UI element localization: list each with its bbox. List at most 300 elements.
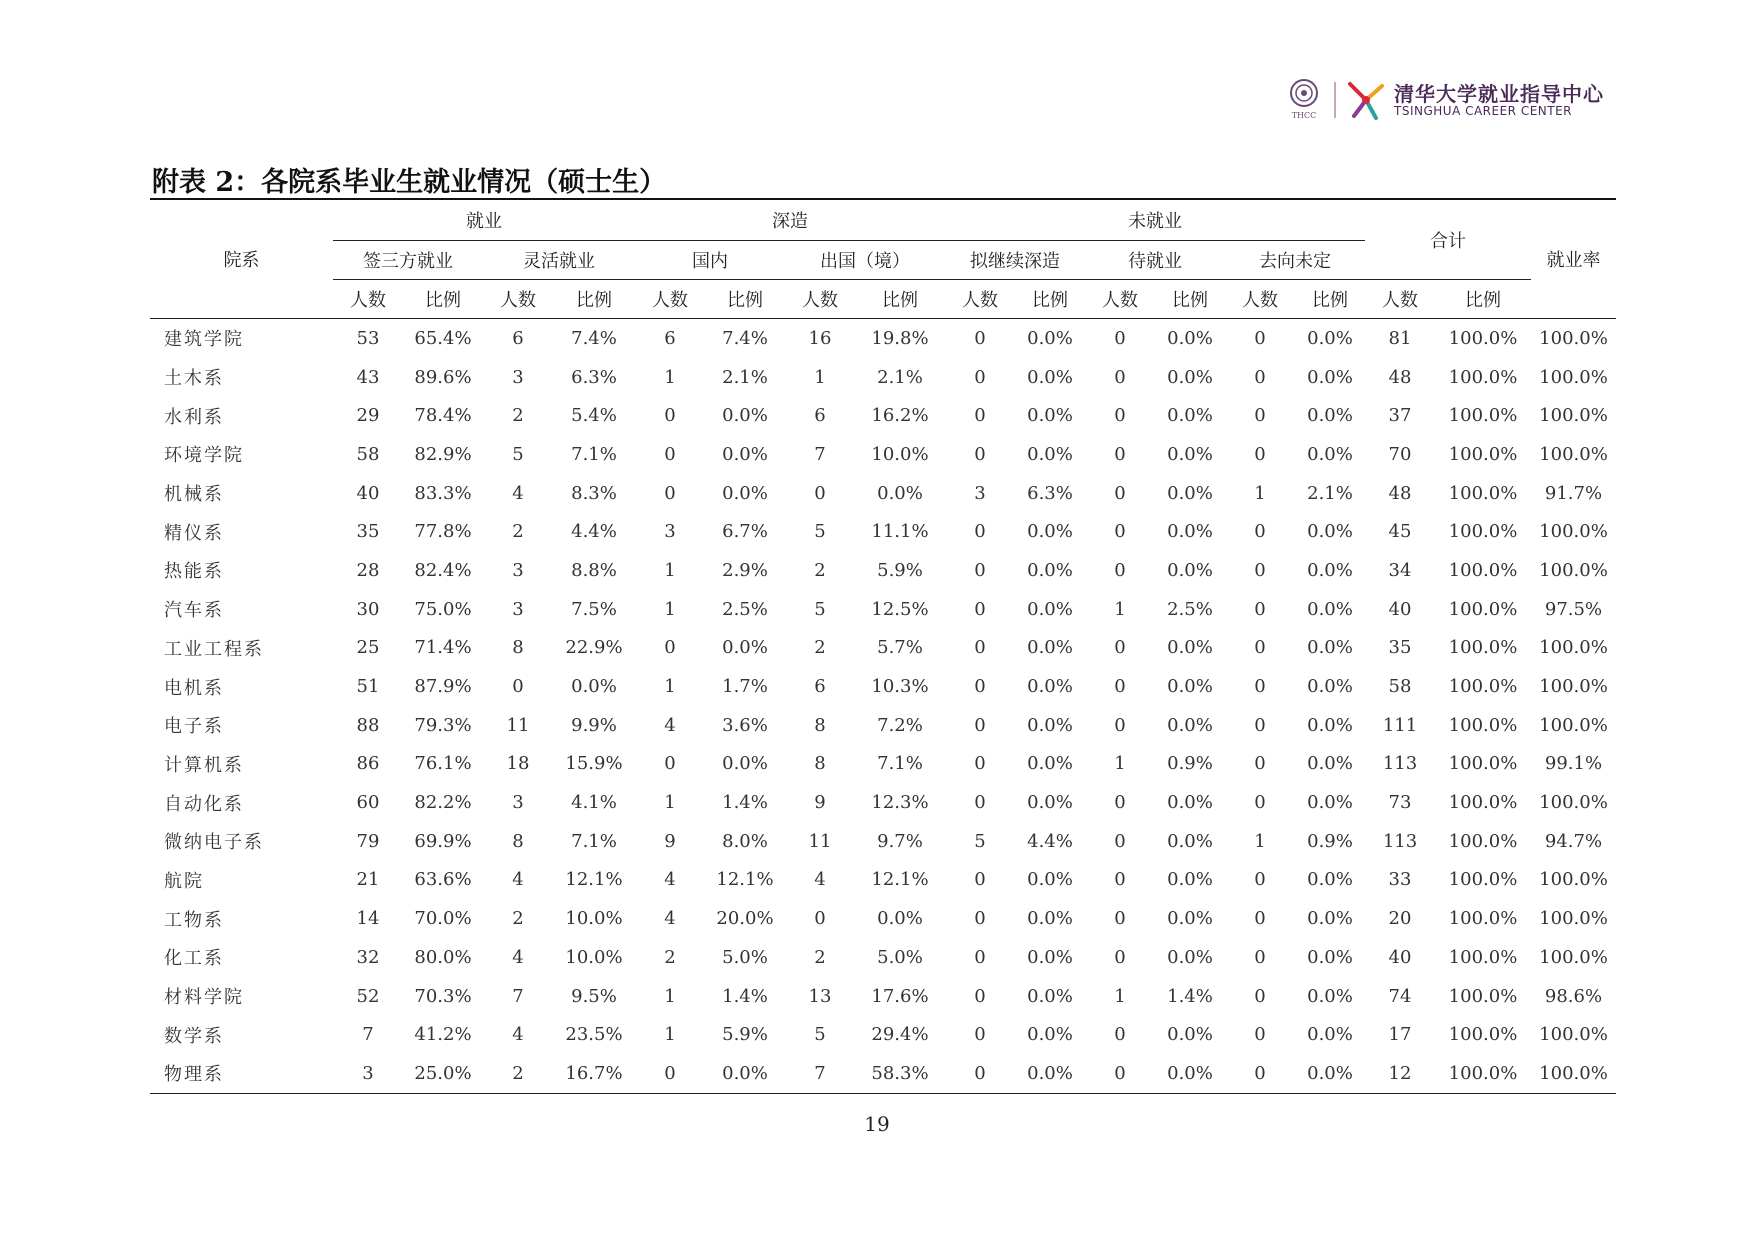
- data-cell: 0.0%: [1027, 985, 1073, 1007]
- data-cell: 0: [1254, 1024, 1266, 1046]
- data-cell: 3.6%: [722, 714, 768, 736]
- data-cell: 16.2%: [871, 405, 929, 427]
- data-cell: 0.0%: [1307, 714, 1353, 736]
- data-cell: 8: [512, 830, 524, 852]
- employment-table: [150, 198, 1616, 1094]
- data-cell: 3: [512, 792, 524, 814]
- data-cell: 0.0%: [1027, 443, 1073, 465]
- data-cell: 8.0%: [722, 830, 768, 852]
- data-cell: 79.3%: [414, 714, 472, 736]
- data-cell: 0.0%: [1015, 1054, 1085, 1093]
- data-cell: 0: [664, 753, 676, 775]
- data-cell: 2.1%: [1307, 482, 1353, 504]
- table-row: [150, 512, 1616, 551]
- data-cell: 100.0%: [1539, 521, 1608, 543]
- data-cell: 0.0%: [1027, 946, 1073, 968]
- data-cell: 10.0%: [871, 443, 929, 465]
- table-row: [150, 358, 1616, 397]
- data-cell: 100.0%: [1448, 792, 1518, 814]
- dept-name-cell: 机械系: [164, 484, 224, 506]
- data-cell: 0: [814, 908, 826, 930]
- data-cell: 9.5%: [571, 985, 617, 1007]
- data-cell: 8: [814, 714, 826, 736]
- data-cell: 4: [512, 482, 524, 504]
- data-cell: 0.0%: [1307, 521, 1353, 543]
- page-title: 附表 2：各院系毕业生就业情况（硕士生）: [152, 167, 667, 198]
- data-cell: 1: [1114, 598, 1126, 620]
- data-cell: 100.0%: [1448, 908, 1518, 930]
- data-cell: 48: [1388, 366, 1412, 388]
- data-cell: 2.9%: [722, 559, 768, 581]
- data-cell: 0.0%: [1167, 869, 1213, 891]
- data-cell: 35: [356, 521, 380, 543]
- data-cell: 100.0%: [1448, 598, 1518, 620]
- data-cell: 4: [664, 869, 676, 891]
- data-cell: 100.0%: [1448, 946, 1518, 968]
- table-row: [150, 667, 1616, 706]
- data-cell: 0: [1254, 714, 1266, 736]
- data-cell: 7.4%: [553, 319, 635, 358]
- data-cell: 0.0%: [1167, 946, 1213, 968]
- data-cell: 0: [974, 753, 986, 775]
- data-cell: 11: [808, 830, 832, 852]
- data-cell: 89.6%: [414, 366, 472, 388]
- data-cell: 0.0%: [571, 676, 617, 698]
- data-cell: 0.0%: [722, 637, 768, 659]
- data-cell: 100.0%: [1448, 559, 1518, 581]
- data-cell: 6.3%: [571, 366, 617, 388]
- data-cell: 100.0%: [1539, 869, 1608, 891]
- data-cell: 100.0%: [1539, 946, 1608, 968]
- data-cell: 2: [512, 908, 524, 930]
- data-cell: 0: [1114, 366, 1126, 388]
- data-cell: 5: [974, 830, 986, 852]
- data-cell: 19.8%: [855, 319, 945, 358]
- data-cell: 0: [1085, 1054, 1155, 1093]
- data-cell: 14: [356, 908, 380, 930]
- data-cell: 40: [1388, 598, 1412, 620]
- dept-name-cell: 电机系: [164, 677, 224, 699]
- data-cell: 0.0%: [1027, 753, 1073, 775]
- data-cell: 7.1%: [571, 443, 617, 465]
- data-cell: 2: [814, 637, 826, 659]
- col-header-count: 人数: [1242, 290, 1278, 311]
- data-cell: 100.0%: [1531, 319, 1616, 358]
- data-cell: 52: [356, 985, 380, 1007]
- data-cell: 1: [664, 985, 676, 1007]
- data-cell: 11: [506, 714, 530, 736]
- data-cell: 20: [1388, 908, 1412, 930]
- data-cell: 0: [974, 792, 986, 814]
- data-cell: 0: [945, 319, 1015, 358]
- data-cell: 8: [814, 753, 826, 775]
- data-cell: 7.2%: [877, 714, 923, 736]
- career-center-star-icon: [1346, 78, 1386, 122]
- data-cell: 15.9%: [565, 753, 623, 775]
- data-cell: 0: [1114, 908, 1126, 930]
- data-cell: 0.0%: [1027, 792, 1073, 814]
- group-header-employed: 就业: [333, 199, 635, 241]
- data-cell: 0.0%: [1307, 869, 1353, 891]
- data-cell: 4.4%: [1027, 830, 1073, 852]
- data-cell: 82.9%: [414, 443, 472, 465]
- data-cell: 99.1%: [1544, 753, 1603, 775]
- data-cell: 22.9%: [565, 637, 623, 659]
- data-cell: 0.0%: [1307, 405, 1353, 427]
- data-cell: 74: [1388, 985, 1412, 1007]
- data-cell: 4: [512, 946, 524, 968]
- table-row: [150, 474, 1616, 513]
- data-cell: 71.4%: [414, 637, 472, 659]
- table-row: [150, 590, 1616, 629]
- data-cell: 63.6%: [414, 869, 472, 891]
- data-cell: 0: [664, 443, 676, 465]
- data-cell: 0: [1254, 869, 1266, 891]
- data-cell: 1.4%: [1167, 985, 1213, 1007]
- data-cell: 0: [974, 637, 986, 659]
- data-cell: 7: [512, 985, 524, 1007]
- data-cell: 1: [1254, 830, 1266, 852]
- data-cell: 0: [635, 1054, 705, 1093]
- table-row: [150, 977, 1616, 1016]
- data-cell: 100.0%: [1539, 443, 1608, 465]
- data-cell: 0: [1254, 443, 1266, 465]
- data-cell: 0: [1254, 908, 1266, 930]
- data-cell: 0.0%: [1027, 676, 1073, 698]
- data-cell: 3: [512, 366, 524, 388]
- data-cell: 9.7%: [877, 830, 923, 852]
- header-logo: [1286, 74, 1616, 126]
- data-cell: 60: [356, 792, 380, 814]
- data-cell: 0: [974, 985, 986, 1007]
- data-cell: 29: [356, 405, 380, 427]
- data-cell: 0.0%: [1027, 366, 1073, 388]
- data-cell: 2: [512, 521, 524, 543]
- data-cell: 51: [356, 676, 380, 698]
- data-cell: 9: [664, 830, 676, 852]
- data-cell: 0.0%: [1155, 1054, 1225, 1093]
- data-cell: 25: [356, 637, 380, 659]
- data-cell: 0: [974, 714, 986, 736]
- data-cell: 12.1%: [716, 869, 774, 891]
- data-cell: 7: [814, 443, 826, 465]
- data-cell: 17.6%: [871, 985, 929, 1007]
- data-cell: 7.1%: [877, 753, 923, 775]
- data-cell: 48: [1388, 482, 1412, 504]
- data-cell: 12.1%: [871, 869, 929, 891]
- data-cell: 0.0%: [722, 405, 768, 427]
- subheader-plan-study: 拟继续深造: [945, 241, 1085, 280]
- data-cell: 13: [808, 985, 832, 1007]
- data-cell: 0: [1114, 830, 1126, 852]
- data-cell: 5.0%: [722, 946, 768, 968]
- data-cell: 25.0%: [403, 1054, 483, 1093]
- data-cell: 70.3%: [414, 985, 472, 1007]
- data-cell: 87.9%: [414, 676, 472, 698]
- table-row: [150, 899, 1616, 938]
- data-cell: 3: [664, 521, 676, 543]
- data-cell: 0: [1254, 405, 1266, 427]
- data-cell: 0.0%: [1307, 908, 1353, 930]
- data-cell: 34: [1388, 559, 1412, 581]
- data-cell: 0.0%: [1167, 792, 1213, 814]
- dept-name-cell: 计算机系: [164, 754, 244, 776]
- data-cell: 98.6%: [1544, 985, 1603, 1007]
- data-cell: 4: [664, 908, 676, 930]
- data-cell: 91.7%: [1544, 482, 1603, 504]
- table-row: [150, 938, 1616, 977]
- data-cell: 6: [483, 319, 553, 358]
- data-cell: 16.7%: [553, 1054, 635, 1093]
- data-cell: 5.0%: [877, 946, 923, 968]
- data-cell: 0: [1114, 714, 1126, 736]
- data-cell: 0.0%: [1167, 559, 1213, 581]
- logo-divider: [1334, 82, 1336, 118]
- data-cell: 0.0%: [877, 908, 923, 930]
- data-cell: 0: [1254, 559, 1266, 581]
- data-cell: 58: [1388, 676, 1412, 698]
- col-header-count: 人数: [1382, 290, 1418, 311]
- data-cell: 0: [512, 676, 524, 698]
- data-cell: 100.0%: [1448, 869, 1518, 891]
- data-cell: 0: [974, 676, 986, 698]
- data-cell: 1: [1114, 753, 1126, 775]
- data-cell: 0: [974, 443, 986, 465]
- data-cell: 6: [814, 405, 826, 427]
- data-cell: 0: [1114, 482, 1126, 504]
- data-cell: 5.4%: [571, 405, 617, 427]
- data-cell: 10.0%: [565, 908, 623, 930]
- data-cell: 81: [1365, 319, 1435, 358]
- data-cell: 0: [1085, 319, 1155, 358]
- col-header-ratio: 比例: [425, 290, 461, 311]
- group-header-further-study: 深造: [635, 199, 945, 241]
- data-cell: 6: [635, 319, 705, 358]
- subheader-domestic: 国内: [635, 241, 785, 280]
- dept-name-cell: 建筑学院: [150, 319, 333, 358]
- data-cell: 0.0%: [705, 1054, 785, 1093]
- data-cell: 35: [1388, 637, 1412, 659]
- col-header-count: 人数: [500, 290, 536, 311]
- data-cell: 100.0%: [1435, 1054, 1531, 1093]
- data-cell: 0: [1114, 676, 1126, 698]
- page-number: 19: [864, 1112, 890, 1136]
- col-header-employment-rate: 就业率: [1546, 250, 1601, 271]
- data-cell: 4: [664, 714, 676, 736]
- data-cell: 32: [356, 946, 380, 968]
- data-cell: 0.0%: [722, 443, 768, 465]
- dept-name-cell: 物理系: [150, 1054, 333, 1093]
- data-cell: 78.4%: [414, 405, 472, 427]
- data-cell: 4: [512, 869, 524, 891]
- data-cell: 2: [814, 559, 826, 581]
- data-cell: 53: [333, 319, 403, 358]
- col-header-count: 人数: [802, 290, 838, 311]
- data-cell: 3: [512, 559, 524, 581]
- data-cell: 70.0%: [414, 908, 472, 930]
- data-cell: 40: [356, 482, 380, 504]
- data-cell: 3: [974, 482, 986, 504]
- data-cell: 8: [512, 637, 524, 659]
- data-cell: 0: [1114, 792, 1126, 814]
- dept-name-cell: 环境学院: [164, 445, 244, 467]
- data-cell: 5: [512, 443, 524, 465]
- data-cell: 100.0%: [1531, 1054, 1616, 1093]
- data-cell: 2.1%: [877, 366, 923, 388]
- data-cell: 77.8%: [414, 521, 472, 543]
- subheader-signed: 签三方就业: [333, 241, 483, 280]
- data-cell: 8.3%: [571, 482, 617, 504]
- col-header-ratio: 比例: [1172, 290, 1208, 311]
- data-cell: 1: [664, 598, 676, 620]
- data-cell: 76.1%: [414, 753, 472, 775]
- col-header-ratio: 比例: [1465, 290, 1501, 311]
- data-cell: 7.5%: [571, 598, 617, 620]
- data-cell: 0: [1114, 637, 1126, 659]
- dept-name-cell: 微纳电子系: [164, 832, 264, 854]
- table-row: [150, 822, 1616, 861]
- data-cell: 0.9%: [1167, 753, 1213, 775]
- data-cell: 113: [1382, 830, 1418, 852]
- org-name: 清华大学就业指导中心: [1394, 82, 1604, 106]
- data-cell: 0.0%: [1167, 908, 1213, 930]
- dept-name-cell: 数学系: [164, 1025, 224, 1047]
- table-row: [150, 435, 1616, 474]
- data-cell: 58: [356, 443, 380, 465]
- data-cell: 5.9%: [722, 1024, 768, 1046]
- data-cell: 0.0%: [1155, 319, 1225, 358]
- data-cell: 0: [945, 1054, 1015, 1093]
- data-cell: 0.0%: [1307, 676, 1353, 698]
- subheader-waiting: 待就业: [1085, 241, 1225, 280]
- data-cell: 1.4%: [722, 985, 768, 1007]
- data-cell: 0.0%: [1295, 319, 1365, 358]
- data-cell: 0: [1114, 946, 1126, 968]
- col-header-count: 人数: [350, 290, 386, 311]
- data-cell: 0.0%: [1167, 830, 1213, 852]
- dept-name-cell: 化工系: [164, 948, 224, 970]
- data-cell: 0: [664, 405, 676, 427]
- data-cell: 30: [356, 598, 380, 620]
- data-cell: 1.7%: [722, 676, 768, 698]
- dept-name-cell: 材料学院: [164, 987, 244, 1009]
- dept-name-cell: 航院: [164, 870, 204, 892]
- table-row: [150, 319, 1616, 358]
- data-cell: 100.0%: [1448, 1024, 1518, 1046]
- table-row: [150, 861, 1616, 900]
- dept-name-cell: 汽车系: [164, 600, 224, 622]
- data-cell: 10.0%: [565, 946, 623, 968]
- data-cell: 5: [814, 598, 826, 620]
- data-cell: 82.4%: [414, 559, 472, 581]
- data-cell: 0: [974, 559, 986, 581]
- data-cell: 0: [1254, 598, 1266, 620]
- dept-name-cell: 自动化系: [164, 793, 244, 815]
- subheader-flexible: 灵活就业: [483, 241, 635, 280]
- data-cell: 100.0%: [1539, 792, 1608, 814]
- data-cell: 4: [512, 1024, 524, 1046]
- table-row: [150, 629, 1616, 668]
- data-cell: 0: [974, 521, 986, 543]
- data-cell: 88: [356, 714, 380, 736]
- group-header-unemployed: 未就业: [945, 199, 1365, 241]
- data-cell: 58.3%: [855, 1054, 945, 1093]
- data-cell: 8.8%: [571, 559, 617, 581]
- data-cell: 0.0%: [1027, 869, 1073, 891]
- col-header-ratio: 比例: [882, 290, 918, 311]
- data-cell: 18: [506, 753, 530, 775]
- data-cell: 0: [1254, 676, 1266, 698]
- table-row: [150, 396, 1616, 435]
- data-cell: 1: [814, 366, 826, 388]
- data-cell: 0.0%: [1027, 405, 1073, 427]
- data-cell: 100.0%: [1539, 714, 1608, 736]
- data-cell: 0: [1254, 753, 1266, 775]
- data-cell: 100.0%: [1448, 405, 1518, 427]
- data-cell: 100.0%: [1539, 559, 1608, 581]
- data-cell: 6: [814, 676, 826, 698]
- data-cell: 0.0%: [722, 482, 768, 504]
- data-cell: 0: [1114, 869, 1126, 891]
- data-cell: 7.4%: [705, 319, 785, 358]
- data-cell: 0: [974, 1024, 986, 1046]
- data-cell: 100.0%: [1448, 366, 1518, 388]
- data-cell: 23.5%: [565, 1024, 623, 1046]
- data-cell: 1: [1254, 482, 1266, 504]
- data-cell: 73: [1388, 792, 1412, 814]
- subheader-abroad: 出国（境）: [785, 241, 945, 280]
- data-cell: 0: [1254, 792, 1266, 814]
- data-cell: 28: [356, 559, 380, 581]
- data-cell: 0.0%: [1295, 1054, 1365, 1093]
- data-cell: 94.7%: [1544, 830, 1603, 852]
- data-cell: 100.0%: [1448, 637, 1518, 659]
- data-cell: 0: [1225, 1054, 1295, 1093]
- data-cell: 3: [512, 598, 524, 620]
- data-cell: 100.0%: [1448, 676, 1518, 698]
- data-cell: 1: [664, 559, 676, 581]
- data-cell: 4.4%: [571, 521, 617, 543]
- data-cell: 0.0%: [1307, 443, 1353, 465]
- data-cell: 6.3%: [1027, 482, 1073, 504]
- data-cell: 1: [1114, 985, 1126, 1007]
- col-header-ratio: 比例: [1032, 290, 1068, 311]
- data-cell: 100.0%: [1539, 676, 1608, 698]
- data-cell: 9: [814, 792, 826, 814]
- data-cell: 0: [1114, 405, 1126, 427]
- data-cell: 0.0%: [1307, 792, 1353, 814]
- data-cell: 0.0%: [1027, 714, 1073, 736]
- group-header-total: 合计: [1365, 199, 1531, 280]
- subheader-undecided: 去向未定: [1225, 241, 1365, 280]
- data-cell: 70: [1388, 443, 1412, 465]
- data-cell: 1: [664, 366, 676, 388]
- table-row: [150, 706, 1616, 745]
- table-row: [150, 1054, 1616, 1093]
- data-cell: 82.2%: [414, 792, 472, 814]
- table-body: [150, 319, 1616, 1094]
- data-cell: 4.1%: [571, 792, 617, 814]
- data-cell: 0.0%: [1027, 559, 1073, 581]
- data-cell: 0.0%: [1167, 1024, 1213, 1046]
- data-cell: 0.0%: [722, 753, 768, 775]
- data-cell: 0: [974, 366, 986, 388]
- data-cell: 0: [1225, 319, 1295, 358]
- data-cell: 97.5%: [1544, 598, 1603, 620]
- data-cell: 0.0%: [1015, 319, 1085, 358]
- data-cell: 43: [356, 366, 380, 388]
- data-cell: 0.0%: [1027, 637, 1073, 659]
